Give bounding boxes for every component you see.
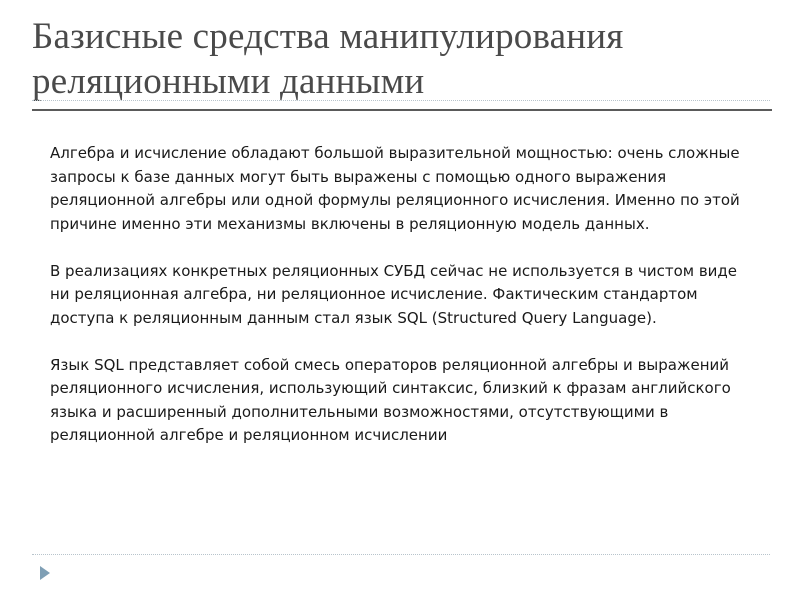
slide-title: Базисные средства манипулирования реляционными данными bbox=[32, 16, 624, 102]
paragraph-sql-standard: В реализациях конкретных реляционных СУБД сейчас не используется в чистом виде ни реляционная алгебра, ни реляционное исчисление. Фактическим стандартом доступа к реляционным данным стал язык SQL (Structured Query Language). bbox=[50, 261, 738, 327]
title-solid-divider bbox=[32, 109, 772, 111]
slide-body bbox=[50, 142, 750, 448]
title-dotted-divider bbox=[32, 100, 770, 101]
paragraph-sql-description: Язык SQL представляет собой смесь операторов реляционной алгебры и выражений реляционного исчисления, использующий синтаксис, близкий к фразам английского языка и расширенный дополнительными возможностями, отсутствующими в реляционной алгебре и реляционном исчислении bbox=[50, 355, 731, 444]
footer-dotted-divider bbox=[32, 554, 770, 555]
triangle-right-icon[interactable] bbox=[40, 566, 50, 580]
paragraph-algebra-calculus: Алгебра и исчисление обладают большой выразительной мощностью: очень сложные запросы к базе данных могут быть выражены с помощью одного выражения реляционной алгебры или одной формулы реляционного исчисления. Именно по этой причине именно эти механизмы включены в реляционную модель данных. bbox=[50, 144, 740, 233]
